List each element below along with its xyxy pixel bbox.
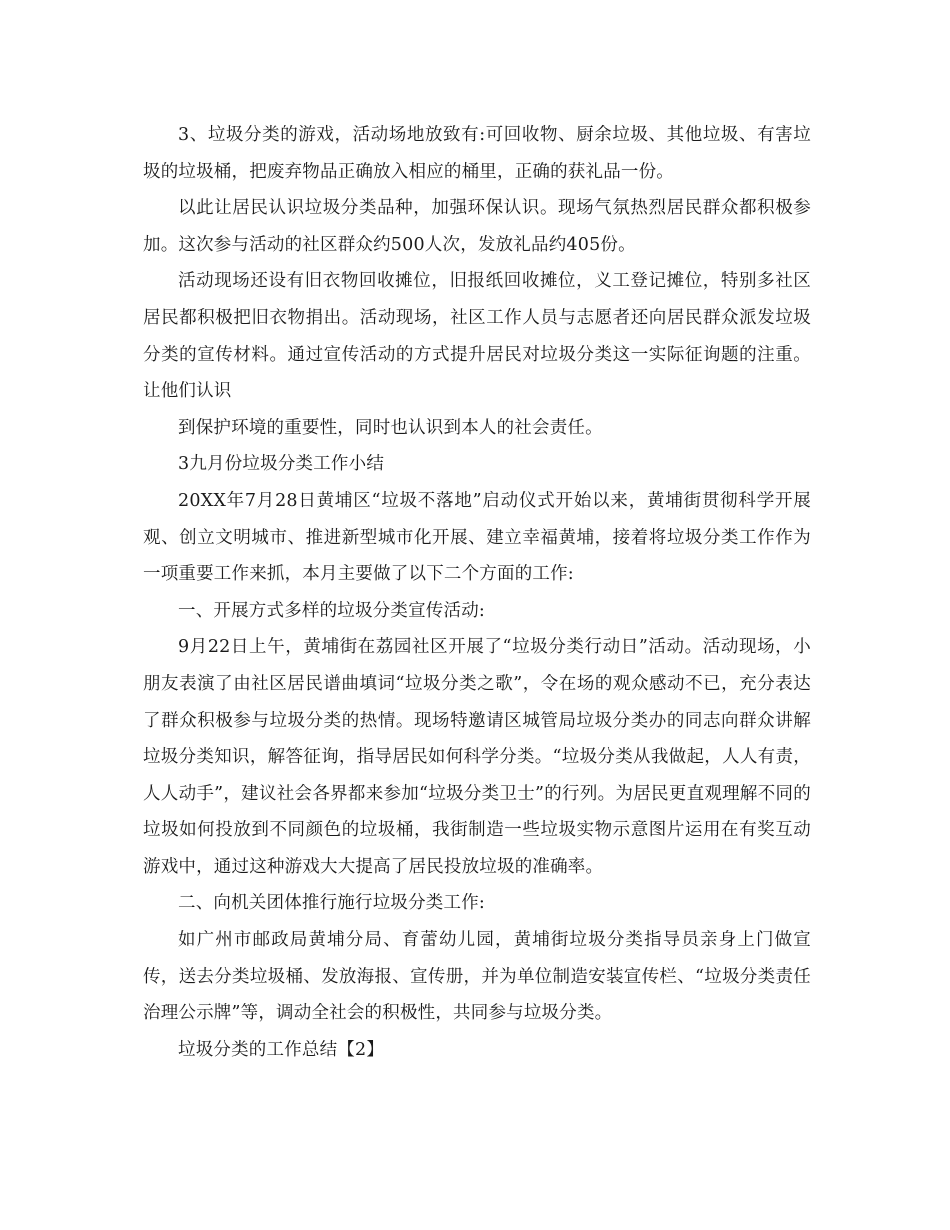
subheading-institutions: 二、向机关团体推行施行垃圾分类工作: [178,893,485,914]
paragraph-launch: 20XX年7月28日黄埔区“垃圾不落地”启动仪式开始以来，黄埔街贯彻科学开展观、创立文明城市、推进新型城市化开展、建立幸福黄埔，接着将垃圾分类工作作为一项重要工作来抓，本月主要做了以下二个方面的工作: [143,490,811,585]
document-body [143,117,811,1068]
paragraph-post-office: 如广州市邮政局黄埔分局、育蕾幼儿园，黄埔街垃圾分类指导员亲身上门做宣传，送去分类垃圾桶、发放海报、宣传册，并为单位制造安装宣传栏、“垃圾分类责任治理公示牌”等，调动全社会的积极性，共同参与垃圾分类。 [143,930,811,1024]
subheading-publicity-activities: 一、开展方式多样的垃圾分类宣传活动: [178,600,485,621]
section-heading-september-summary: 3九月份垃圾分类工作小结 [178,454,385,475]
paragraph-awareness: 以此让居民认识垃圾分类品种，加强环保认识。现场气氛热烈居民群众都积极参加。这次参与活动的社区群众约500人次，发放礼品约405份。 [143,198,811,255]
paragraph-recycling-stalls: 活动现场还设有旧衣物回收摊位，旧报纸回收摊位，义工登记摊位，特别多社区居民都积极把旧衣物捐出。活动现场，社区工作人员与志愿者还向居民群众派发垃圾分类的宣传材料。通过宣传活动的方式提升居民对垃圾分类这一实际征询题的注重。让他们认识 [143,271,811,402]
paragraph-responsibility: 到保护环境的重要性，同时也认识到本人的社会责任。 [178,417,603,438]
section-heading-work-summary-2: 垃圾分类的工作总结【2】 [178,1039,385,1060]
paragraph-game: 3、垃圾分类的游戏，活动场地放致有:可回收物、厨余垃圾、其他垃圾、有害垃圾的垃圾桶，把废弃物品正确放入相应的桶里，正确的获礼品一份。 [143,125,811,182]
paragraph-action-day: 9月22日上午，黄埔街在荔园社区开展了“垃圾分类行动日”活动。活动现场，小朋友表演了由社区居民谱曲填词“垃圾分类之歌”，令在场的观众感动不已，充分表达了群众积极参与垃圾分类的热情。现场特邀请区城管局垃圾分类办的同志向群众讲解垃圾分类知识，解答征询，指导居民如何科学分类。“垃圾分类从我做起，人人有责，人人动手”，建议社会各界都来参加“垃圾分类卫士”的行列。为居民更直观理解不同的垃圾如何投放到不同颜色的垃圾桶，我街制造一些垃圾实物示意图片运用在有奖互动游戏中，通过这种游戏大大提高了居民投放垃圾的准确率。 [143,637,811,877]
